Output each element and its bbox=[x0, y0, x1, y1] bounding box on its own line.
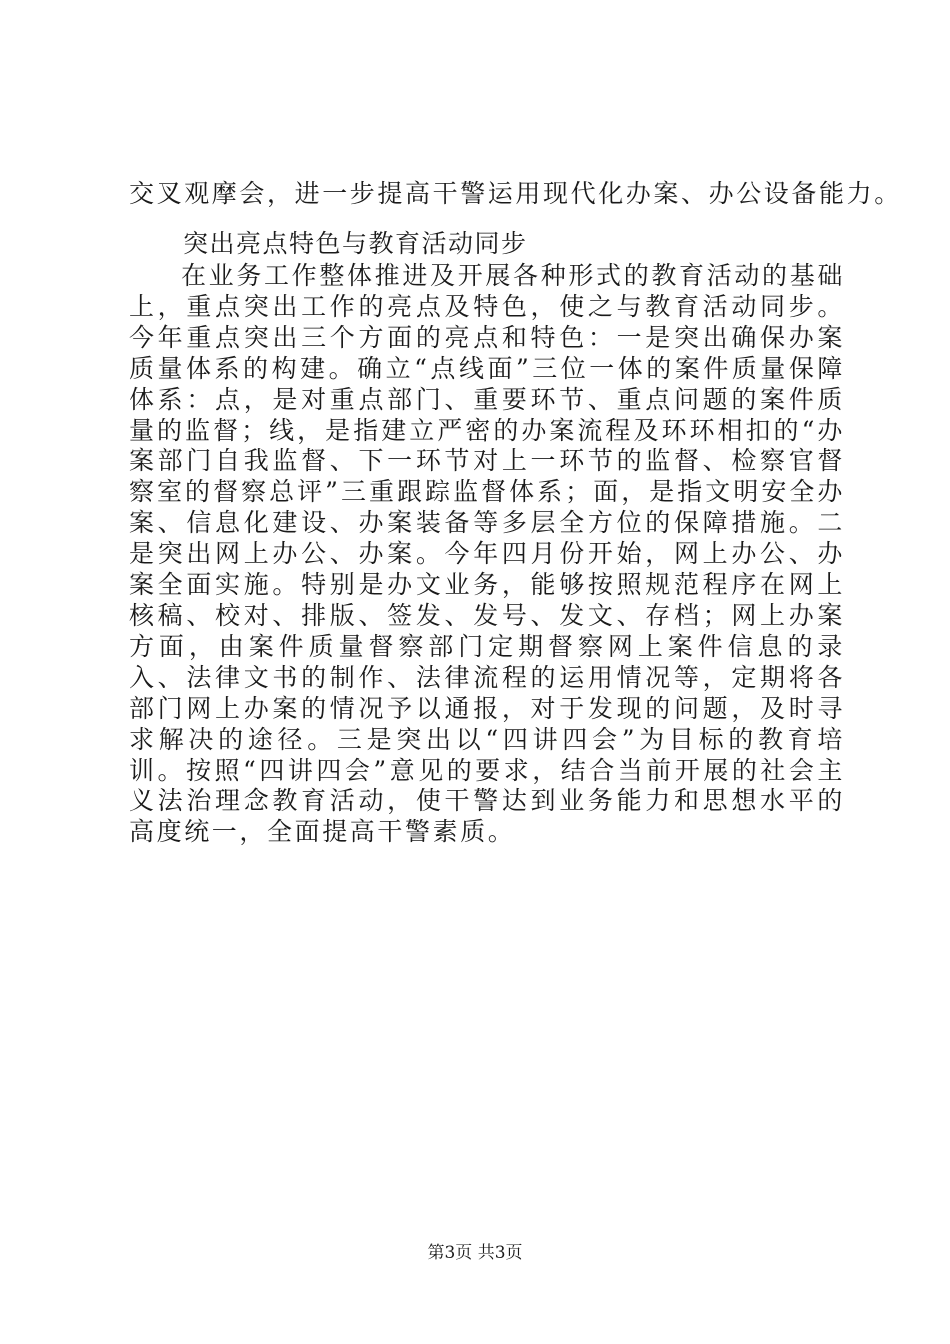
continuation-line: 交叉观摩会，进一步提高干警运用现代化办案、办公设备能力。 bbox=[129, 179, 902, 208]
section-heading: 突出亮点特色与教育活动同步 bbox=[183, 229, 528, 258]
page-footer: 第3页 共3页 bbox=[427, 1243, 523, 1263]
body-paragraph: 在业务工作整体推进及开展各种形式的教育活动的基础上，重点突出工作的亮点及特色，使之与教育活动同步。今年重点突出三个方面的亮点和特色：一是突出确保办案质量体系的构建。确立“点线面”三位一体的案件质量保障体系：点，是对重点部门、重要环节、重点问题的案件质量的监督；线，是指建立严密的办案流程及环环相扣的“办案部门自我监督、下一环节对上一环节的监督、检察官督察室的督察总评”三重跟踪监督体系；面，是指文明安全办案、信息化建设、办案装备等多层全方位的保障措施。二是突出网上办公、办案。今年四月份开始，网上办公、办案全面实施。特别是办文业务，能够按照规范程序在网上核稿、校对、排版、签发、发号、发文、存档；网上办案方面，由案件质量督察部门定期督察网上案件信息的录入、法律文书的制作、法律流程的运用情况等，定期将各部门网上办案的情况予以通报，对于发现的问题，及时寻求解决的途径。三是突出以“四讲四会”为目标的教育培训。按照“四讲四会”意见的要求，结合当前开展的社会主义法治理念教育活动，使干警达到业务能力和思想水平的高度统一，全面提高干警素质。 bbox=[129, 261, 845, 847]
